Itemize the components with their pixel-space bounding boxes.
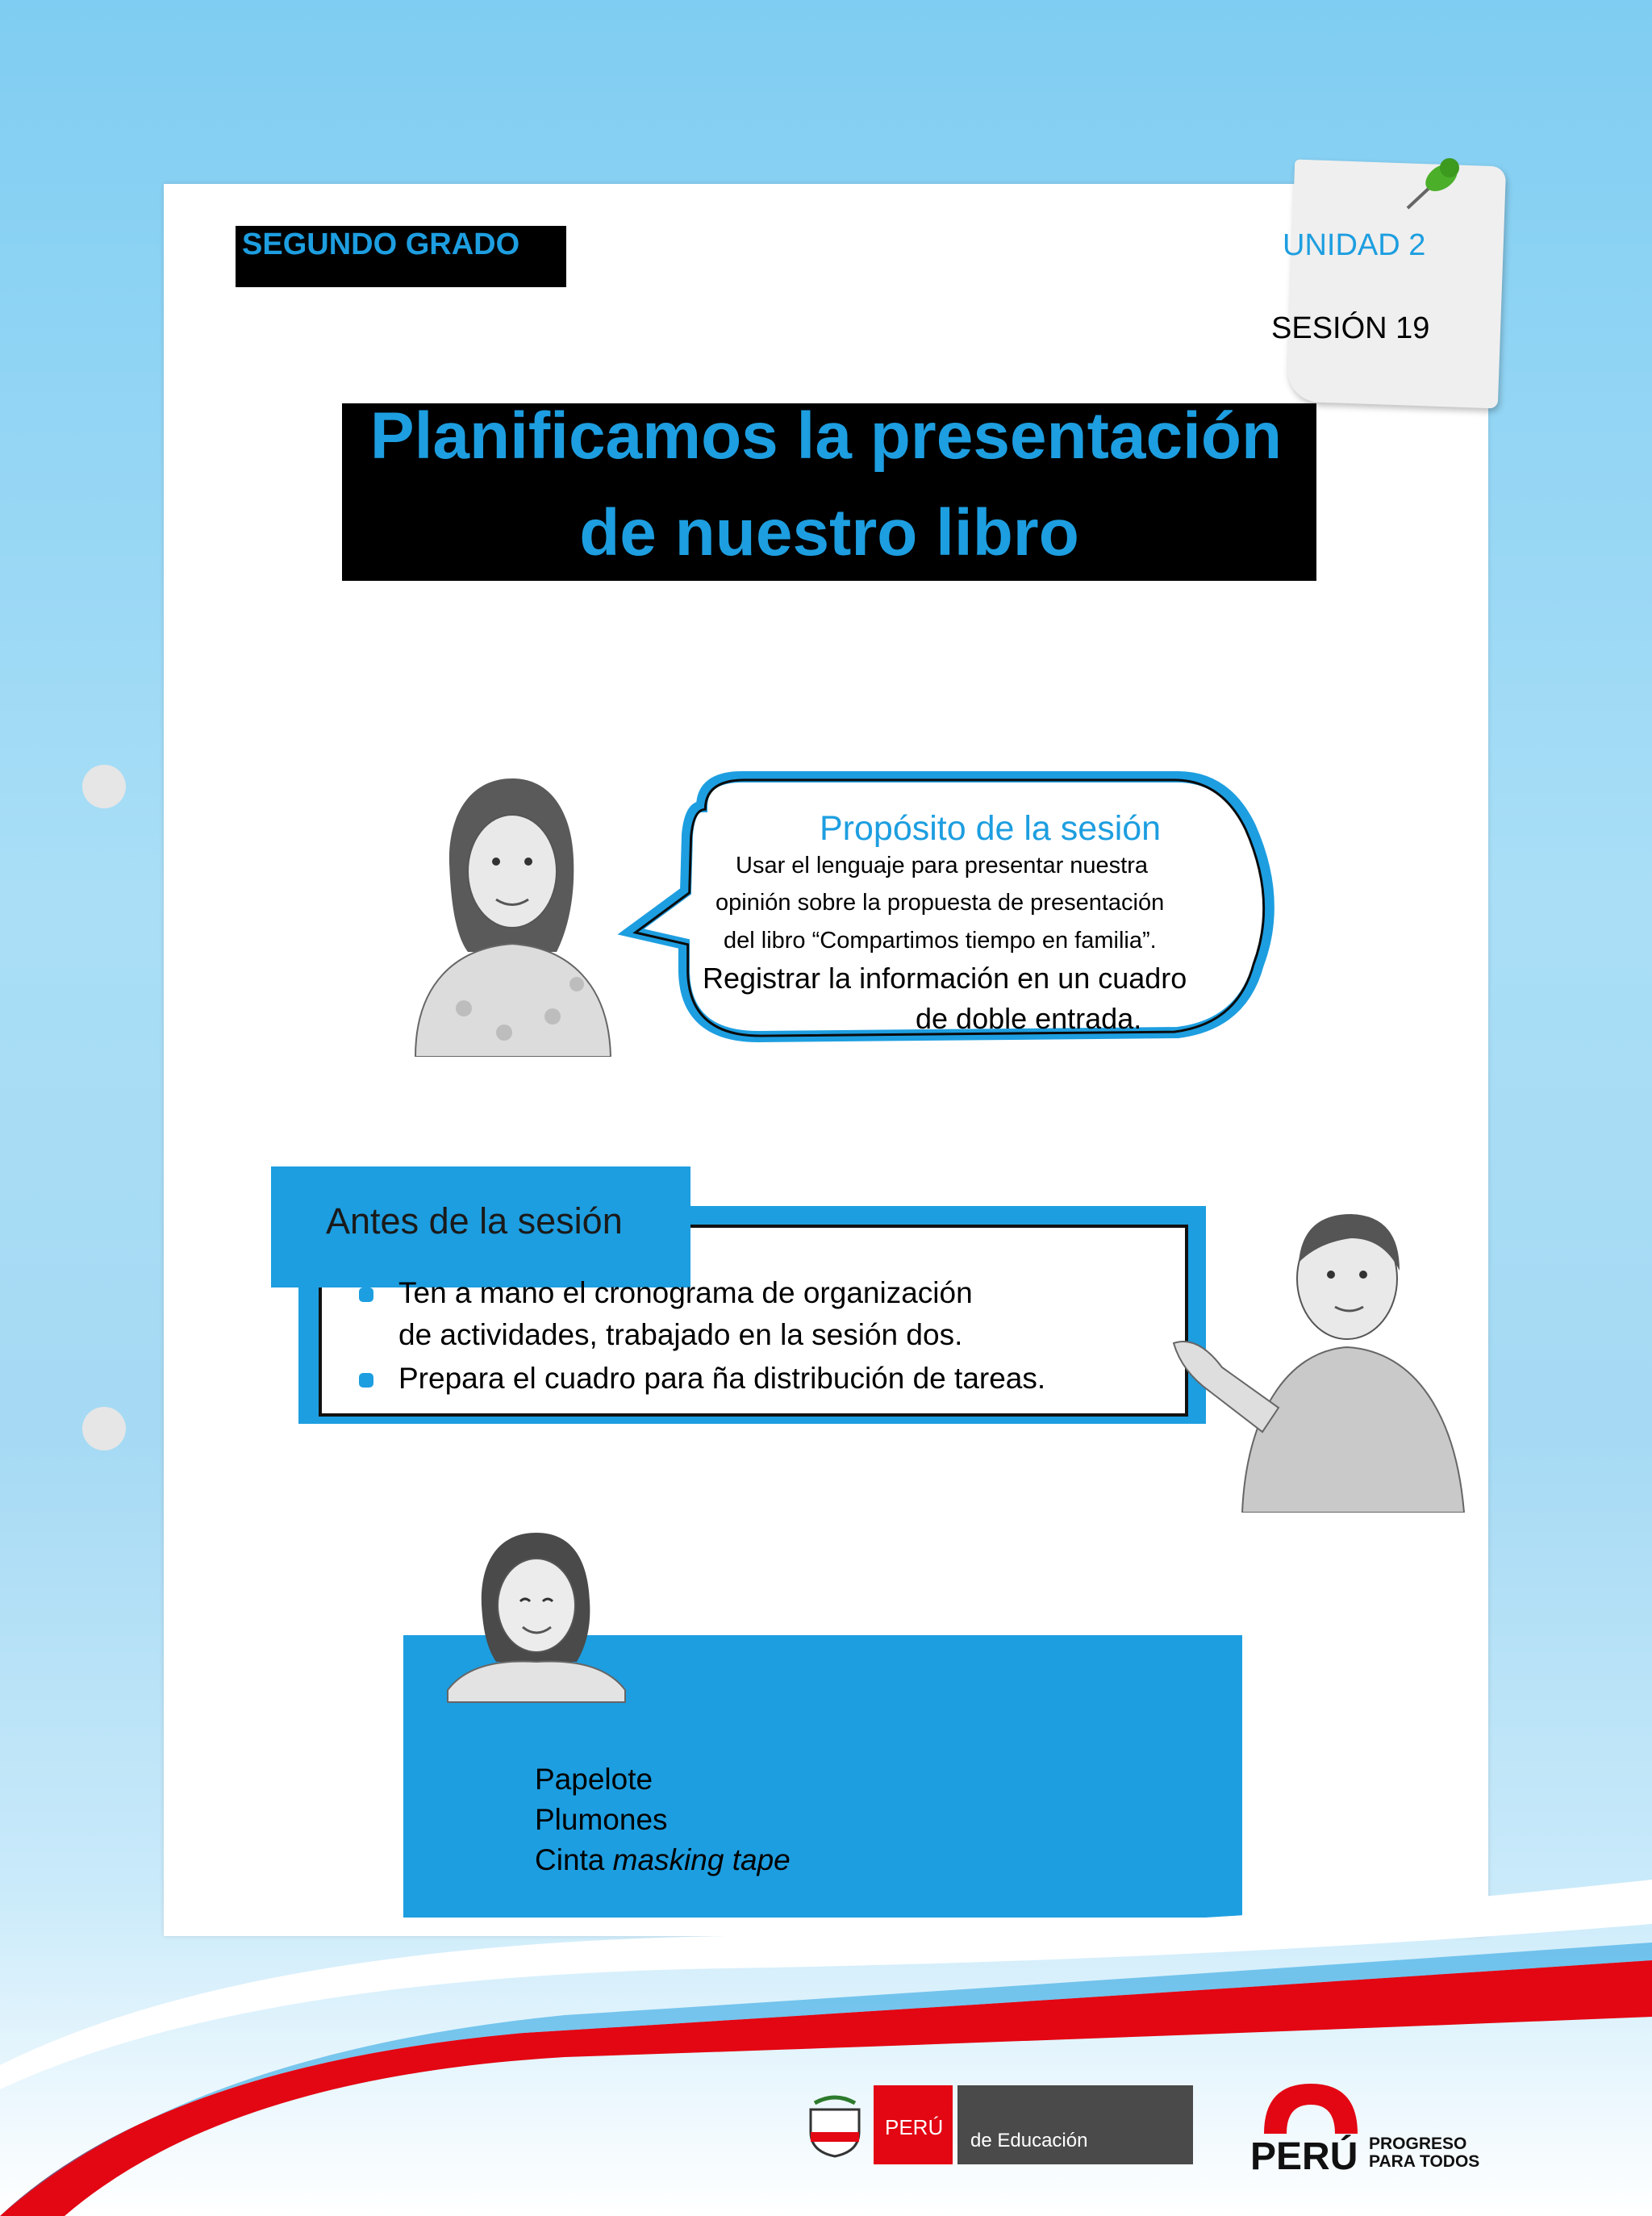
ministry-logo-gray: [957, 2085, 1193, 2164]
session-label: SESIÓN 19: [1271, 311, 1430, 345]
purpose-line: Registrar la información en un cuadro: [703, 962, 1187, 995]
slogan-line-2: PARA TODOS: [1369, 2152, 1480, 2171]
purpose-line: opinión sobre la propuesta de presentación: [715, 890, 1165, 916]
materials-item-italic: masking tape: [612, 1843, 791, 1876]
girl-illustration: [391, 774, 633, 1057]
grade-label: SEGUNDO GRADO: [242, 227, 520, 261]
before-session-item: Ten a mano el cronograma de organización: [398, 1276, 973, 1309]
purpose-line: del libro “Compartimos tiempo en familia”.: [724, 928, 1157, 954]
boy-illustration: [1166, 1206, 1488, 1513]
purpose-line: Usar el lenguaje para presentar nuestra: [736, 853, 1149, 878]
before-session-item: Prepara el cuadro para ña distribución de tareas.: [398, 1362, 1046, 1395]
progreso-arc-icon: [1248, 2077, 1369, 2134]
girl-leaning-illustration: [440, 1529, 633, 1706]
pushpin-icon: [1391, 152, 1472, 224]
before-session-heading: Antes de la sesión: [326, 1200, 623, 1242]
materials-item: Plumones: [535, 1803, 668, 1836]
page-title-line-1: Planificamos la presentación: [369, 399, 1283, 473]
before-session-item: de actividades, trabajado en la sesión dos.: [398, 1318, 963, 1351]
purpose-line: de doble entrada.: [916, 1002, 1142, 1035]
binder-hole: [82, 765, 126, 808]
binder-hole: [82, 1407, 126, 1450]
ministry-name: de Educación: [970, 2130, 1088, 2151]
materials-item: Papelote: [535, 1763, 653, 1796]
bullet-icon: [359, 1373, 373, 1388]
unit-label: UNIDAD 2: [1283, 228, 1426, 262]
purpose-heading: Propósito de la sesión: [820, 809, 1162, 848]
materials-item-prefix: Cinta: [535, 1843, 613, 1876]
brand-slogan: [1369, 2135, 1479, 2171]
page-title-line-2: de nuestro libro: [579, 496, 1079, 570]
peru-ministry-label: PERÚ: [885, 2115, 944, 2139]
coat-of-arms-icon: [803, 2093, 867, 2158]
bullet-icon: [359, 1287, 373, 1302]
slogan-line-1: PROGRESO: [1369, 2135, 1467, 2153]
brand-peru: PERÚ: [1250, 2135, 1358, 2178]
materials-item-masking-tape: [535, 1843, 791, 1877]
